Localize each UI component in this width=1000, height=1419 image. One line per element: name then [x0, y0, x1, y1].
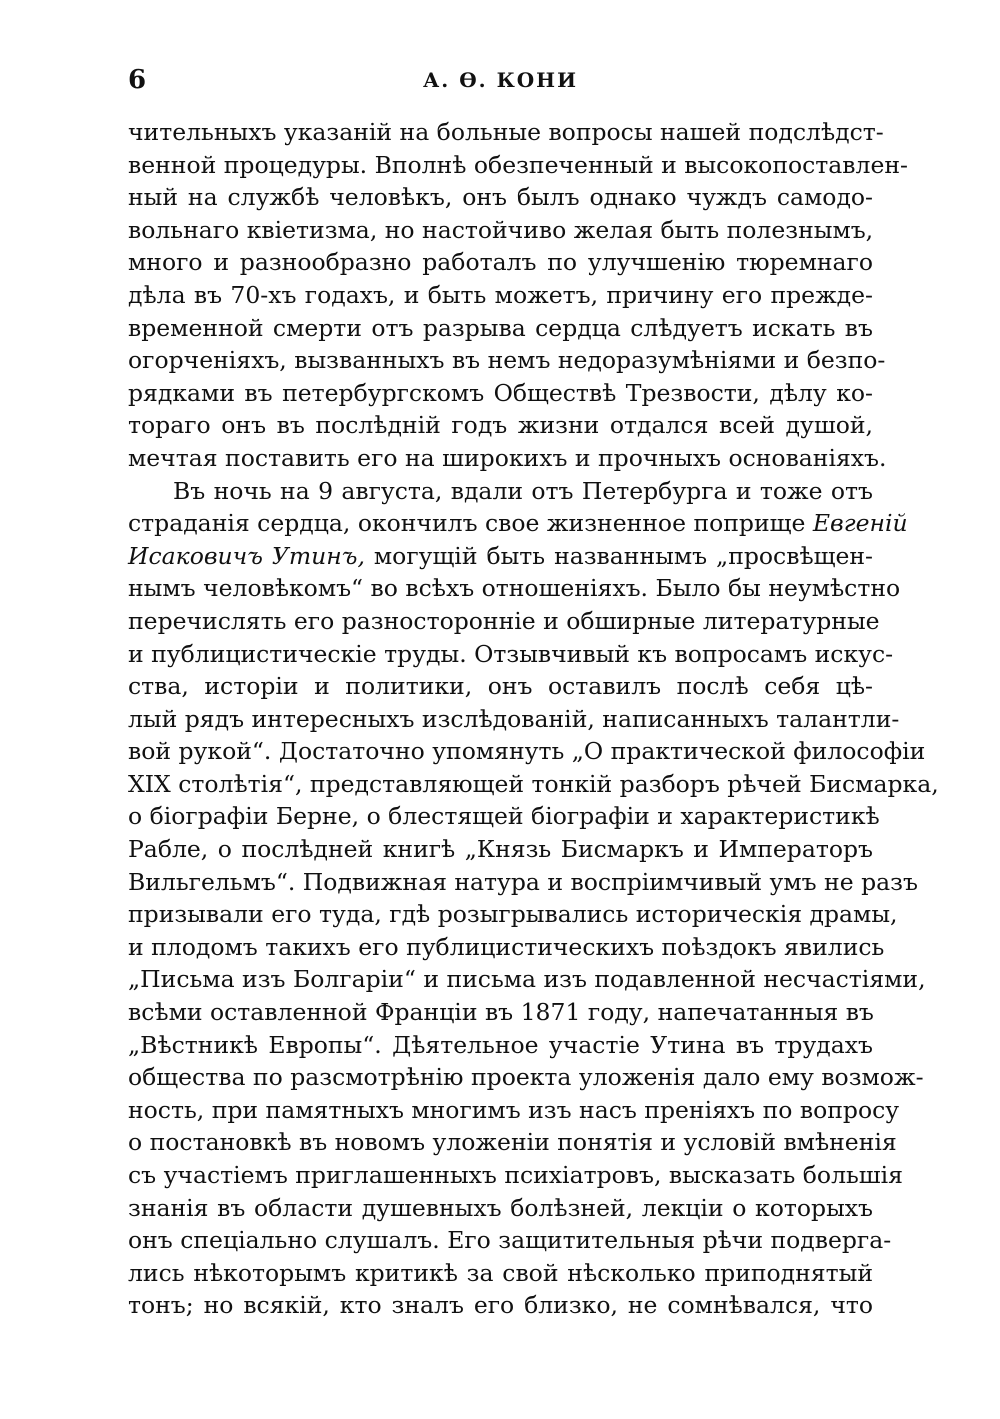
text-line: ства, исторіи и политики, онъ оставилъ послѣ себя цѣ-	[128, 672, 873, 701]
text-line: о постановкѣ въ новомъ уложеніи понятія и условій вмѣненія	[128, 1128, 897, 1157]
text-segment: могущій быть названнымъ „просвѣщен-	[373, 541, 873, 570]
text-line: тораго онъ въ послѣдній годъ жизни отдался всей душой,	[128, 411, 873, 440]
text-line	[128, 507, 908, 540]
text-line: вой рукой“. Достаточно упомянуть „О практической философіи	[128, 737, 926, 766]
text-line: перечислять его разносторонніе и обширные литературные	[128, 606, 880, 635]
italic-name: Евгеній	[812, 509, 908, 538]
text-line: временной смерти отъ разрыва сердца слѣдуетъ искать въ	[128, 313, 873, 342]
paragraph-first-line: Въ ночь на 9 августа, вдали отъ Петербурга и тоже отъ	[173, 476, 873, 505]
text-line: „Вѣстникѣ Европы“. Дѣятельное участіе Утина въ трудахъ	[128, 1030, 873, 1059]
text-line: общества по разсмотрѣнію проекта уложенія дало ему возмож-	[128, 1063, 924, 1092]
text-line: знанія въ области душевныхъ болѣзней, лекціи о которыхъ	[128, 1193, 873, 1222]
text-line: чительныхъ указаній на больные вопросы нашей подслѣдст-	[128, 118, 884, 146]
text-line: ный на службѣ человѣкъ, онъ былъ однако чуждъ самодо-	[128, 183, 873, 212]
page-header	[128, 60, 873, 100]
body-text	[128, 116, 939, 1322]
text-line: лый рядъ интересныхъ изслѣдованій, написанныхъ талантли-	[128, 704, 900, 733]
italic-name: Исаковичъ Утинъ,	[128, 541, 365, 570]
text-line: нымъ человѣкомъ“ во всѣхъ отношеніяхъ. Было бы неумѣстно	[128, 574, 901, 603]
text-line: венной процедуры. Вполнѣ обезпеченный и высокопоставлен-	[128, 150, 908, 179]
text-line: дѣла въ 70-хъ годахъ, и быть можетъ, причину его прежде-	[128, 280, 873, 309]
text-line: съ участіемъ приглашенныхъ психіатровъ, высказать большія	[128, 1161, 903, 1189]
text-line: Рабле, о послѣдней книгѣ „Князь Бисмаркъ и Императоръ	[128, 835, 873, 864]
text-line	[128, 540, 873, 573]
text-segment: страданія сердца, окончилъ свое жизненное поприще	[128, 509, 806, 538]
text-line: онъ спеціально слушалъ. Его защитительныя рѣчи подверга-	[128, 1226, 892, 1255]
text-line: много и разнообразно работалъ по улучшенію тюремнаго	[128, 248, 873, 277]
text-line: XIX столѣтія“, представляющей тонкій разборъ рѣчей Бисмарка,	[128, 769, 939, 798]
text-line: и плодомъ такихъ его публицистическихъ поѣздокъ явились	[128, 932, 885, 961]
text-line: лись нѣкоторымъ критикѣ за свой нѣсколько приподнятый	[128, 1258, 873, 1287]
text-line: всѣми оставленной Франціи въ 1871 году, напечатанныя въ	[128, 998, 874, 1027]
text-line: призывали его туда, гдѣ розыгрывались историческія драмы,	[128, 900, 898, 929]
text-line: тонъ; но всякій, кто зналъ его близко, не сомнѣвался, что	[128, 1291, 873, 1320]
text-line: о біографіи Берне, о блестящей біографіи и характеристикѣ	[128, 802, 880, 831]
text-line: огорченіяхъ, вызванныхъ въ немъ недоразумѣніями и безпо-	[128, 346, 886, 375]
text-line: рядками въ петербургскомъ Обществѣ Трезвости, дѣлу ко-	[128, 378, 873, 407]
text-line: „Письма изъ Болгаріи“ и письма изъ подавленной несчастіями,	[128, 965, 926, 994]
text-line: вольнаго квіетизма, но настойчиво желая быть полезнымъ,	[128, 215, 874, 244]
page-number: 6	[128, 65, 147, 95]
text-line: ность, при памятныхъ многимъ изъ насъ преніяхъ по вопросу	[128, 1095, 900, 1124]
text-line: Вильгельмъ“. Подвижная натура и воспріимчивый умъ не разъ	[128, 867, 918, 896]
text-line: мечтая поставить его на широкихъ и прочныхъ основаніяхъ.	[128, 443, 887, 472]
text-line: и публицистическіе труды. Отзывчивый къ вопросамъ искус-	[128, 639, 894, 668]
running-head: А. Ѳ. КОНИ	[423, 68, 578, 92]
